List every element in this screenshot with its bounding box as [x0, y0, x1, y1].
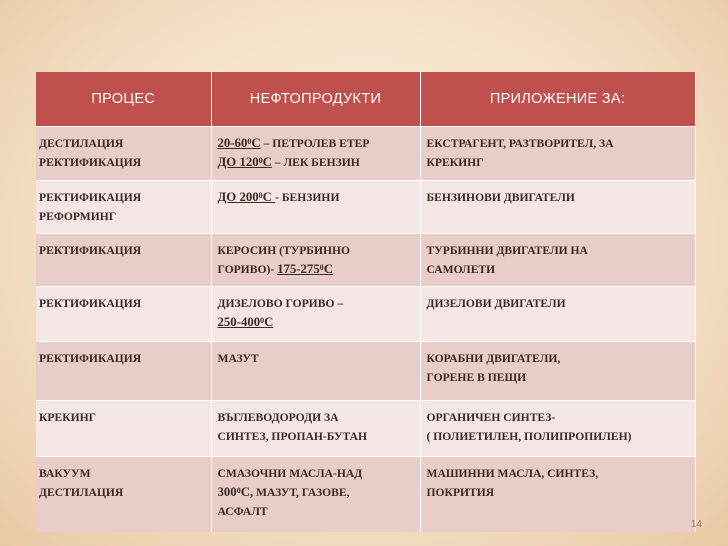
products-line: МАЗУТ [217, 352, 259, 365]
product-name: МАЗУТ, ГАЗОВЕ, [253, 486, 350, 499]
header-products: НЕФТОПРОДУКТИ [211, 72, 420, 127]
application-line: ЕКСТРАГЕНТ, РАЗТВОРИТЕЛ, ЗА [426, 137, 614, 150]
application-cell [420, 181, 695, 234]
process-line: РЕФОРМИНГ [39, 210, 117, 223]
products-line [218, 134, 414, 153]
process-line: КРЕКИНГ [39, 411, 97, 424]
process-cell [36, 181, 211, 234]
process-line: РЕКТИФИКАЦИЯ [39, 297, 142, 310]
product-name: – ЛЕК БЕНЗИН [271, 156, 360, 169]
temperature-range: $250-400^0С$ [217, 315, 274, 329]
application-line: ДИЗЕЛОВИ ДВИГАТЕЛИ [426, 297, 566, 310]
products-line: АСФАЛТ [217, 505, 268, 518]
header-row [36, 72, 695, 127]
temperature-range: ДО $120^0С$ [217, 155, 272, 169]
temperature-range: $20-60^0С$ [217, 136, 261, 150]
header-application: ПРИЛОЖЕНИЕ ЗА: [420, 72, 695, 127]
table-row [36, 234, 695, 287]
table-row [36, 401, 695, 457]
products-cell [211, 401, 420, 457]
process-cell [36, 342, 211, 401]
process-cell [36, 127, 211, 181]
products-line [218, 313, 414, 332]
application-cell [420, 234, 695, 287]
table-row [36, 342, 695, 401]
process-cell [36, 287, 211, 342]
process-line: ВАКУУМ [39, 467, 91, 480]
products-cell [211, 457, 420, 532]
products-line: КЕРОСИН (ТУРБИННО [217, 244, 351, 257]
products-cell [211, 342, 420, 401]
slide-number: 14 [690, 519, 702, 530]
product-name: – ПЕТРОЛЕВ ЕТЕР [260, 137, 370, 150]
products-line: СИНТЕЗ, ПРОПАН-БУТАН [217, 430, 368, 443]
process-line: РЕКТИФИКАЦИЯ [39, 244, 142, 257]
products-cell [211, 287, 420, 342]
header-process: ПРОЦЕС [36, 72, 211, 127]
table-row [36, 181, 695, 234]
application-line: МАШИННИ МАСЛА, СИНТЕЗ, [426, 467, 599, 480]
product-name: - БЕНЗИНИ [275, 191, 340, 204]
products-line: ВЪГЛЕВОДОРОДИ ЗА [217, 411, 339, 424]
products-line: ГОРИВО)- $175-275^0С$ [217, 262, 333, 276]
application-cell [420, 342, 695, 401]
application-line: ПОКРИТИЯ [426, 486, 495, 499]
application-line: САМОЛЕТИ [426, 263, 496, 276]
process-line: ДЕСТИЛАЦИЯ [39, 486, 124, 499]
products-cell [211, 234, 420, 287]
application-line: КРЕКИНГ [426, 156, 484, 169]
table-row [36, 457, 695, 532]
products-line [218, 188, 414, 207]
products-cell [211, 127, 420, 181]
process-line: РЕКТИФИКАЦИЯ [39, 156, 142, 169]
products-line [218, 483, 414, 502]
process-line: РЕКТИФИКАЦИЯ [39, 191, 142, 204]
temperature-range: ДО $200^0С$ [217, 190, 276, 204]
temperature-range: $175-275^0С$ [277, 262, 333, 276]
products-cell [211, 181, 420, 234]
products-line [218, 153, 414, 172]
process-line: РЕКТИФИКАЦИЯ [39, 352, 142, 365]
process-cell [36, 234, 211, 287]
application-cell [420, 401, 695, 457]
application-cell [420, 287, 695, 342]
application-line: БЕНЗИНОВИ ДВИГАТЕЛИ [426, 191, 575, 204]
refining-table [36, 72, 696, 532]
application-cell [420, 127, 695, 181]
application-line: ОРГАНИЧЕН СИНТЕЗ- [426, 411, 556, 424]
table-row [36, 287, 695, 342]
application-line: КОРАБНИ ДВИГАТЕЛИ, [426, 352, 561, 365]
products-line: ДИЗЕЛОВО ГОРИВО – [217, 297, 344, 310]
temperature-range: $300^0С$, [217, 485, 254, 499]
process-cell [36, 401, 211, 457]
application-line: ГОРЕНЕ В ПЕЩИ [426, 371, 527, 384]
process-cell [36, 457, 211, 532]
products-line: СМАЗОЧНИ МАСЛА-НАД [217, 467, 363, 480]
application-line: ( ПОЛИЕТИЛЕН, ПОЛИПРОПИЛЕН) [426, 430, 632, 443]
process-line: ДЕСТИЛАЦИЯ [39, 137, 124, 150]
table-row [36, 127, 695, 181]
application-cell [420, 457, 695, 532]
application-line: ТУРБИННИ ДВИГАТЕЛИ НА [426, 244, 588, 257]
